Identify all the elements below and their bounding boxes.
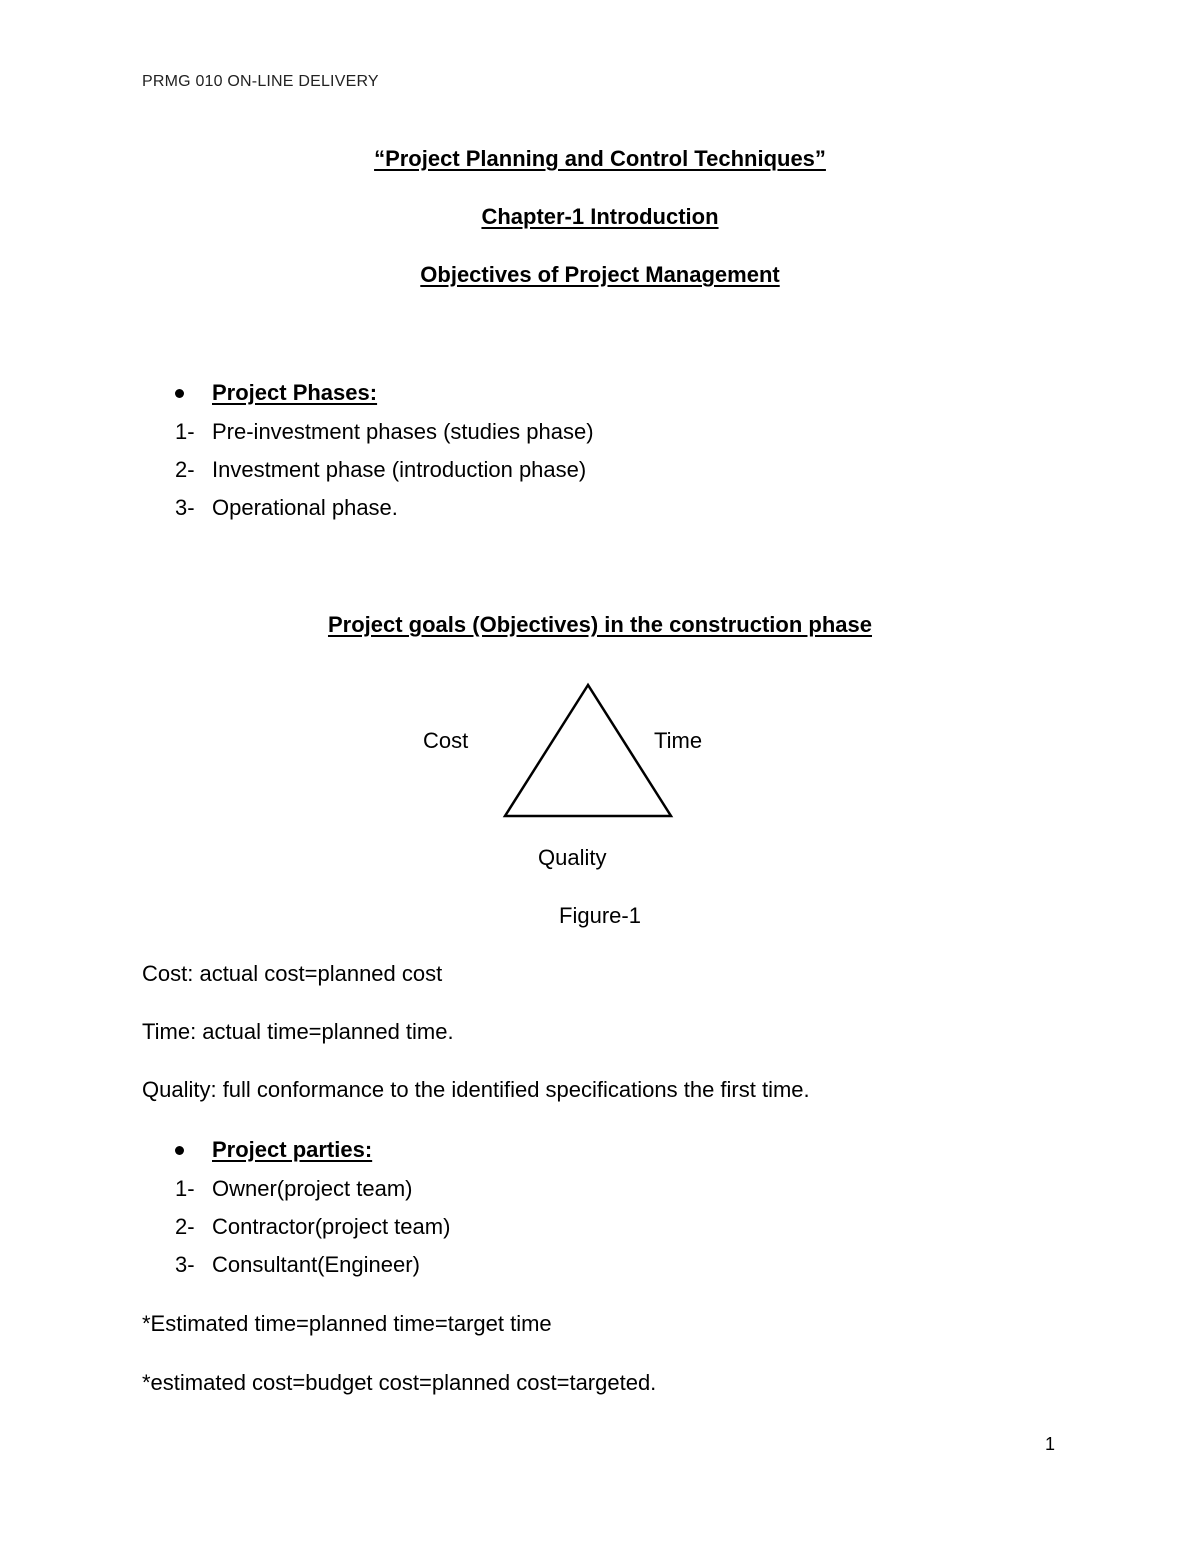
triangle-time-label: Time [654, 728, 703, 753]
bullet-icon [175, 1146, 184, 1155]
figure-caption: Figure-1 [559, 903, 641, 928]
party-item: Consultant(Engineer) [212, 1252, 420, 1277]
goals-heading: Project goals (Objectives) in the construction phase [327, 612, 872, 637]
cost-definition: Cost: actual cost=planned cost [142, 961, 443, 986]
chapter-heading: Chapter-1 Introduction [481, 204, 719, 229]
phase-number: 3- [175, 495, 195, 520]
project-triangle-diagram [500, 680, 676, 822]
phase-item: Investment phase (introduction phase) [212, 457, 587, 482]
estimated-cost-note: *estimated cost=budget cost=planned cost=targeted. [142, 1370, 657, 1395]
page-number: 1 [1045, 1434, 1056, 1454]
phases-label: Project Phases: [212, 380, 378, 405]
phase-number: 2- [175, 457, 195, 482]
party-item: Contractor(project team) [212, 1214, 451, 1239]
party-number: 1- [175, 1176, 195, 1201]
section-heading: Objectives of Project Management [420, 262, 780, 287]
triangle-shape [505, 685, 671, 816]
page-header: PRMG 010 ON-LINE DELIVERY [142, 73, 379, 90]
phase-item: Operational phase. [212, 495, 398, 520]
time-definition: Time: actual time=planned time. [142, 1019, 454, 1044]
phase-number: 1- [175, 419, 195, 444]
document-title: “Project Planning and Control Techniques” [374, 146, 826, 171]
quality-definition: Quality: full conformance to the identified specifications the first time. [142, 1077, 810, 1102]
parties-label: Project parties: [212, 1137, 373, 1162]
phase-item: Pre-investment phases (studies phase) [212, 419, 594, 444]
triangle-quality-label: Quality [538, 845, 607, 870]
triangle-cost-label: Cost [423, 728, 469, 753]
estimated-time-note: *Estimated time=planned time=target time [142, 1311, 552, 1336]
party-number: 2- [175, 1214, 195, 1239]
party-number: 3- [175, 1252, 195, 1277]
bullet-icon [175, 389, 184, 398]
party-item: Owner(project team) [212, 1176, 413, 1201]
